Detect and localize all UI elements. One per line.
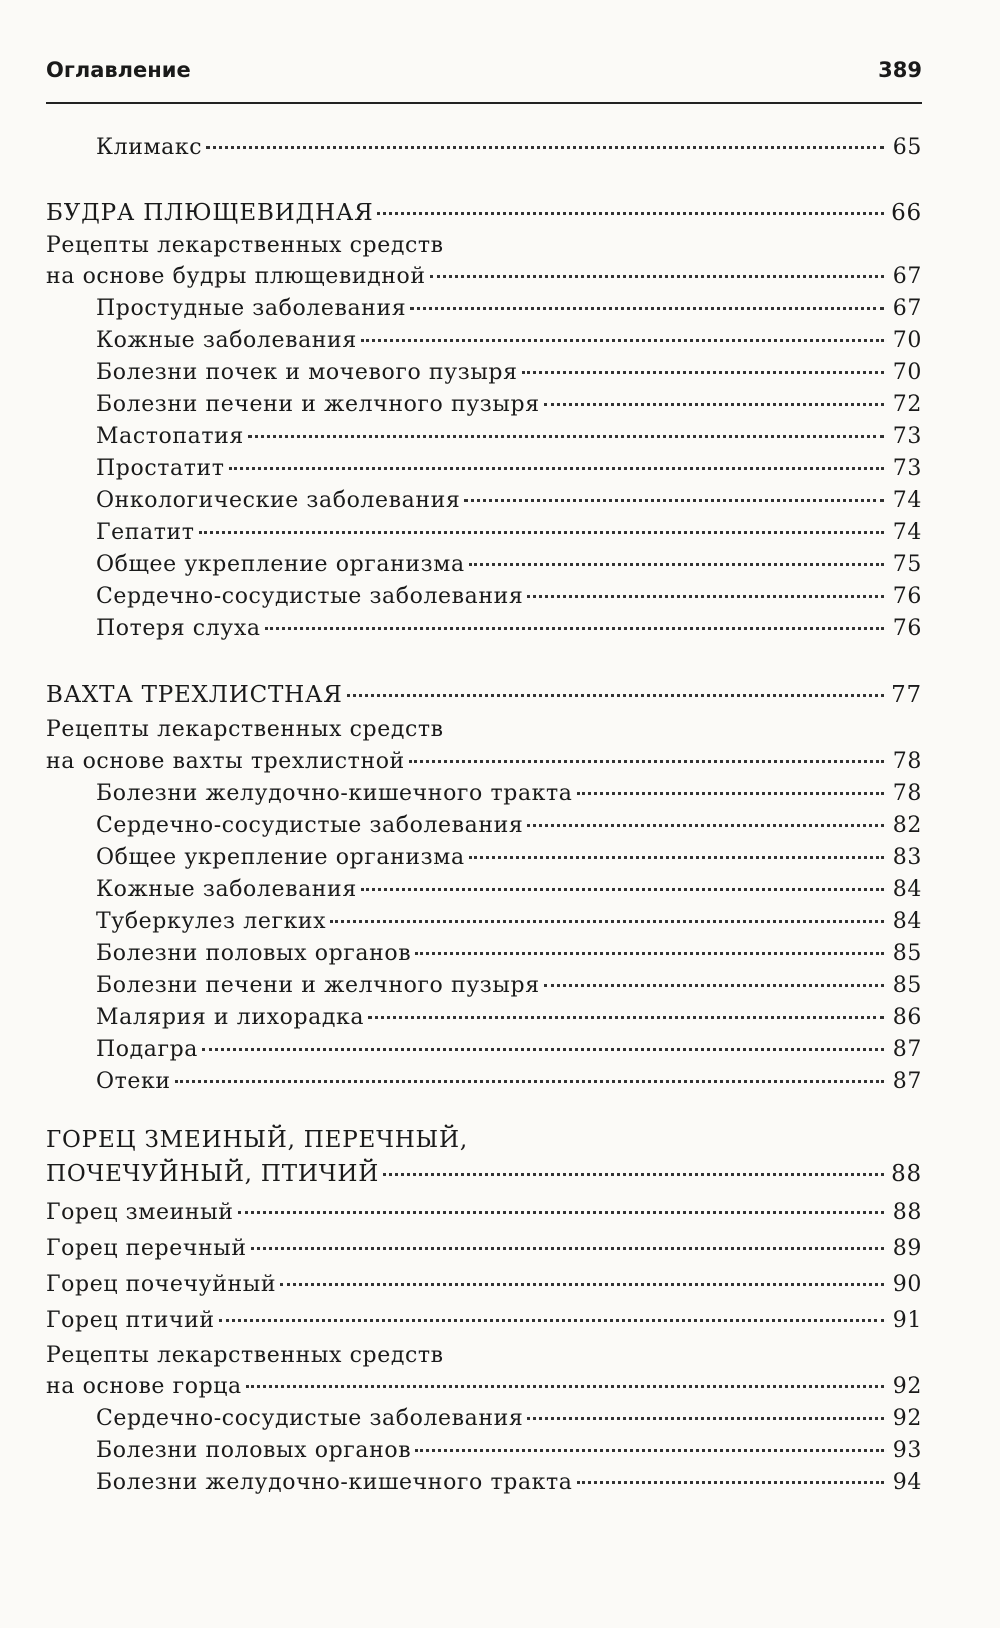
toc-entry[interactable] — [46, 1268, 922, 1302]
dot-leader — [229, 467, 884, 470]
dot-leader — [544, 984, 884, 987]
toc-entry[interactable] — [96, 905, 922, 939]
toc-entry[interactable] — [96, 1466, 922, 1500]
dot-leader — [383, 1173, 884, 1176]
toc-entry[interactable] — [46, 1232, 922, 1266]
toc-entry-page: 78 — [892, 781, 922, 806]
toc-entry-label: Сердечно-сосудистые заболевания — [96, 584, 524, 609]
toc-entry[interactable] — [96, 1065, 922, 1099]
toc-entry-label: Сердечно-сосудистые заболевания — [96, 813, 524, 838]
dot-leader — [246, 1385, 884, 1388]
dot-leader — [415, 952, 884, 955]
dot-leader — [251, 1247, 884, 1250]
toc-entry-page: 86 — [892, 1005, 922, 1030]
toc-entry-page: 92 — [892, 1406, 922, 1431]
dot-leader — [265, 627, 884, 630]
dot-leader — [280, 1283, 884, 1286]
toc-entry[interactable] — [96, 548, 922, 582]
toc-entry[interactable] — [96, 516, 922, 550]
toc-entry-page: 76 — [892, 616, 922, 641]
toc-recipes-heading-budra: Рецепты лекарственных средств — [46, 233, 444, 258]
toc-entry[interactable] — [96, 841, 922, 875]
toc-entry[interactable] — [96, 809, 922, 843]
toc-entry-page: 84 — [892, 877, 922, 902]
toc-entry[interactable] — [96, 612, 922, 646]
header-title: Оглавление — [46, 58, 191, 82]
toc-entry[interactable] — [96, 1402, 922, 1436]
toc-entry-klimaks[interactable] — [96, 131, 922, 165]
toc-entry[interactable] — [96, 324, 922, 358]
toc-entry[interactable] — [96, 580, 922, 614]
dot-leader — [361, 339, 884, 342]
toc-entry-page: 67 — [892, 296, 922, 321]
toc-section-gorets[interactable] — [46, 1157, 922, 1191]
toc-entry-page: 87 — [892, 1037, 922, 1062]
toc-entry-label: Общее укрепление организма — [96, 845, 465, 870]
toc-entry-page: 82 — [892, 813, 922, 838]
toc-entry-label: Горец перечный — [46, 1236, 247, 1261]
toc-entry-label: Кожные заболевания — [96, 877, 357, 902]
dot-leader — [544, 403, 884, 406]
toc-section-page: 88 — [891, 1161, 922, 1187]
dot-leader — [527, 595, 884, 598]
dot-leader — [527, 1417, 884, 1420]
toc-section-page: 66 — [891, 200, 922, 226]
toc-section-vakhta[interactable] — [46, 678, 922, 712]
toc-entry[interactable] — [96, 356, 922, 390]
toc-entry-label: Гепатит — [96, 520, 195, 545]
toc-entry-label: на основе будры плющевидной — [46, 264, 426, 289]
toc-entry-label: Болезни половых органов — [96, 941, 412, 966]
toc-entry-page: 84 — [892, 909, 922, 934]
toc-entry-page: 88 — [892, 1200, 922, 1225]
toc-entry[interactable] — [96, 1033, 922, 1067]
toc-entry-page: 85 — [892, 941, 922, 966]
toc-entry-page: 93 — [892, 1438, 922, 1463]
dot-leader — [430, 275, 884, 278]
toc-entry-page: 90 — [892, 1272, 922, 1297]
dot-leader — [330, 920, 884, 923]
dot-leader — [199, 531, 884, 534]
toc-entry-page: 78 — [892, 749, 922, 774]
dot-leader — [202, 1048, 884, 1051]
toc-entry-page: 91 — [892, 1308, 922, 1333]
dot-leader — [248, 435, 884, 438]
toc-section-page: 77 — [891, 682, 922, 708]
toc-entry-label: Болезни желудочно-кишечного тракта — [96, 1470, 573, 1495]
toc-entry[interactable] — [96, 292, 922, 326]
dot-leader — [469, 563, 884, 566]
toc-entry-label: Туберкулез легких — [96, 909, 327, 934]
header-page-number: 389 — [878, 58, 922, 82]
toc-entry[interactable] — [96, 388, 922, 422]
toc-entry-recipes-vakhta[interactable] — [46, 745, 922, 779]
toc-entry-page: 94 — [892, 1470, 922, 1495]
toc-entry-label: Общее укрепление организма — [96, 552, 465, 577]
dot-leader — [469, 856, 884, 859]
dot-leader — [219, 1319, 884, 1322]
toc-entry-recipes-budra[interactable] — [46, 260, 922, 294]
dot-leader — [206, 146, 884, 149]
toc-entry[interactable] — [96, 969, 922, 1003]
toc-entry-label: Кожные заболевания — [96, 328, 357, 353]
toc-entry-page: 72 — [892, 392, 922, 417]
dot-leader — [409, 760, 884, 763]
toc-entry-label: Горец змеиный — [46, 1200, 234, 1225]
dot-leader — [577, 1481, 885, 1484]
toc-section-budra[interactable] — [46, 196, 922, 230]
toc-entry-page: 70 — [892, 360, 922, 385]
toc-entry-page: 73 — [892, 456, 922, 481]
dot-leader — [415, 1449, 884, 1452]
toc-entry[interactable] — [96, 873, 922, 907]
toc-entry-label: Потеря слуха — [96, 616, 261, 641]
toc-section-label: ВАХТА ТРЕХЛИСТНАЯ — [46, 682, 343, 708]
toc-entry[interactable] — [46, 1196, 922, 1230]
toc-entry-page: 89 — [892, 1236, 922, 1261]
toc-entry-label: Горец почечуйный — [46, 1272, 277, 1297]
toc-entry[interactable] — [96, 484, 922, 518]
dot-leader — [347, 694, 884, 697]
toc-entry[interactable] — [96, 1001, 922, 1035]
dot-leader — [577, 792, 885, 795]
toc-entry-page: 73 — [892, 424, 922, 449]
dot-leader — [238, 1211, 885, 1214]
toc-entry-label: Отеки — [96, 1069, 171, 1094]
toc-entry-label: Болезни почек и мочевого пузыря — [96, 360, 518, 385]
toc-entry-label: Климакс — [96, 135, 203, 160]
toc-entry-page: 83 — [892, 845, 922, 870]
toc-entry[interactable] — [96, 1434, 922, 1468]
page-header — [46, 52, 922, 104]
toc-entry-label: Малярия и лихорадка — [96, 1005, 365, 1030]
toc-entry-recipes-gorets[interactable] — [46, 1370, 922, 1404]
toc-entry[interactable] — [46, 1304, 922, 1338]
dot-leader — [361, 888, 884, 891]
toc-entry-label: Болезни печени и желчного пузыря — [96, 392, 540, 417]
dot-leader — [368, 1016, 884, 1019]
dot-leader — [527, 824, 884, 827]
toc-entry-page: 76 — [892, 584, 922, 609]
dot-leader — [175, 1080, 884, 1083]
toc-entry-label: Мастопатия — [96, 424, 244, 449]
toc-entry-page: 87 — [892, 1069, 922, 1094]
dot-leader — [410, 307, 884, 310]
toc-entry[interactable] — [96, 420, 922, 454]
toc-entry-page: 74 — [892, 520, 922, 545]
toc-entry-label: Онкологические заболевания — [96, 488, 461, 513]
toc-entry-page: 67 — [892, 264, 922, 289]
toc-recipes-heading-gorets: Рецепты лекарственных средств — [46, 1343, 444, 1368]
toc-entry-label: Простатит — [96, 456, 225, 481]
toc-entry-label: Болезни печени и желчного пузыря — [96, 973, 540, 998]
toc-entry-label: Подагра — [96, 1037, 199, 1062]
toc-recipes-heading-vakhta: Рецепты лекарственных средств — [46, 717, 444, 742]
toc-entry-label: Болезни половых органов — [96, 1438, 412, 1463]
toc-entry-label: Болезни желудочно-кишечного тракта — [96, 781, 573, 806]
toc-entry-page: 74 — [892, 488, 922, 513]
dot-leader — [522, 371, 884, 374]
toc-entry-page: 85 — [892, 973, 922, 998]
toc-entry-page: 65 — [892, 135, 922, 160]
toc-entry-page: 70 — [892, 328, 922, 353]
toc-entry[interactable] — [96, 937, 922, 971]
dot-leader — [464, 499, 884, 502]
toc-entry-label: Простудные заболевания — [96, 296, 407, 321]
toc-entry[interactable] — [96, 452, 922, 486]
toc-section-gorets-line1: ГОРЕЦ ЗМЕИНЫЙ, ПЕРЕЧНЫЙ, — [46, 1127, 468, 1153]
toc-entry-label: Сердечно-сосудистые заболевания — [96, 1406, 524, 1431]
toc-entry[interactable] — [96, 777, 922, 811]
toc-section-label: ПОЧЕЧУЙНЫЙ, ПТИЧИЙ — [46, 1161, 380, 1187]
toc-entry-label: на основе вахты трехлистной — [46, 749, 405, 774]
toc-entry-page: 75 — [892, 552, 922, 577]
toc-section-label: БУДРА ПЛЮЩЕВИДНАЯ — [46, 200, 374, 226]
dot-leader — [377, 212, 884, 215]
toc-entry-page: 92 — [892, 1374, 922, 1399]
toc-entry-label: Горец птичий — [46, 1308, 215, 1333]
toc-entry-label: на основе горца — [46, 1374, 242, 1399]
